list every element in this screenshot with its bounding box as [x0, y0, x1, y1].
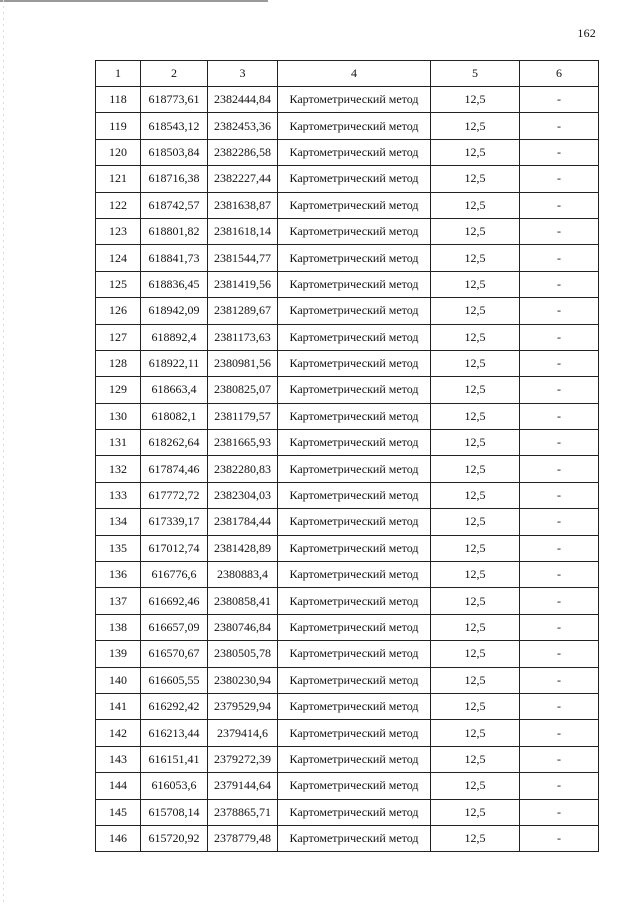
coordinate-x-cell: 617012,74 [141, 535, 208, 561]
coordinate-y-cell: 2381618,14 [208, 218, 278, 244]
coordinate-y-cell: 2382286,58 [208, 139, 278, 165]
coordinate-y-cell: 2382453,36 [208, 113, 278, 139]
table-header-row [96, 61, 599, 87]
description-cell: - [520, 403, 599, 429]
table-row [96, 562, 599, 588]
accuracy-cell: 12,5 [431, 641, 520, 667]
accuracy-cell: 12,5 [431, 799, 520, 825]
point-number-cell: 126 [96, 298, 141, 324]
coordinate-x-cell: 618742,57 [141, 192, 208, 218]
method-cell: Картометрический метод [278, 667, 431, 693]
point-number-cell: 134 [96, 509, 141, 535]
coordinate-x-cell: 618801,82 [141, 218, 208, 244]
description-cell: - [520, 825, 599, 851]
point-number-cell: 119 [96, 113, 141, 139]
point-number-cell: 127 [96, 324, 141, 350]
accuracy-cell: 12,5 [431, 271, 520, 297]
method-cell: Картометрический метод [278, 403, 431, 429]
table-row [96, 482, 599, 508]
description-cell: - [520, 430, 599, 456]
table-row [96, 641, 599, 667]
coordinate-x-cell: 618503,84 [141, 139, 208, 165]
method-cell: Картометрический метод [278, 799, 431, 825]
accuracy-cell: 12,5 [431, 720, 520, 746]
coordinate-x-cell: 616151,41 [141, 746, 208, 772]
table-row [96, 693, 599, 719]
point-number-cell: 129 [96, 377, 141, 403]
method-cell: Картометрический метод [278, 139, 431, 165]
coordinate-x-cell: 618663,4 [141, 377, 208, 403]
method-cell: Картометрический метод [278, 825, 431, 851]
method-cell: Картометрический метод [278, 298, 431, 324]
coordinate-y-cell: 2382280,83 [208, 456, 278, 482]
table-row [96, 403, 599, 429]
method-cell: Картометрический метод [278, 166, 431, 192]
table-row [96, 799, 599, 825]
coordinate-y-cell: 2381179,57 [208, 403, 278, 429]
description-cell: - [520, 482, 599, 508]
table-row [96, 324, 599, 350]
accuracy-cell: 12,5 [431, 509, 520, 535]
description-cell: - [520, 667, 599, 693]
description-cell: - [520, 535, 599, 561]
description-cell: - [520, 139, 599, 165]
accuracy-cell: 12,5 [431, 403, 520, 429]
method-cell: Картометрический метод [278, 456, 431, 482]
coordinates-table [95, 60, 599, 852]
coordinate-x-cell: 618836,45 [141, 271, 208, 297]
point-number-cell: 122 [96, 192, 141, 218]
method-cell: Картометрический метод [278, 113, 431, 139]
point-number-cell: 137 [96, 588, 141, 614]
description-cell: - [520, 113, 599, 139]
point-number-cell: 138 [96, 614, 141, 640]
description-cell: - [520, 693, 599, 719]
column-header-4: 4 [278, 61, 431, 87]
point-number-cell: 136 [96, 562, 141, 588]
method-cell: Картометрический метод [278, 693, 431, 719]
description-cell: - [520, 87, 599, 113]
table-row [96, 588, 599, 614]
column-header-5: 5 [431, 61, 520, 87]
accuracy-cell: 12,5 [431, 482, 520, 508]
coordinate-y-cell: 2381419,56 [208, 271, 278, 297]
point-number-cell: 140 [96, 667, 141, 693]
accuracy-cell: 12,5 [431, 377, 520, 403]
accuracy-cell: 12,5 [431, 218, 520, 244]
description-cell: - [520, 799, 599, 825]
column-header-2: 2 [141, 61, 208, 87]
accuracy-cell: 12,5 [431, 693, 520, 719]
description-cell: - [520, 773, 599, 799]
coordinate-y-cell: 2380825,07 [208, 377, 278, 403]
method-cell: Картометрический метод [278, 377, 431, 403]
description-cell: - [520, 614, 599, 640]
coordinate-x-cell: 616213,44 [141, 720, 208, 746]
point-number-cell: 144 [96, 773, 141, 799]
coordinate-x-cell: 618773,61 [141, 87, 208, 113]
accuracy-cell: 12,5 [431, 562, 520, 588]
page-number: 162 [577, 26, 596, 40]
scan-edge [3, 0, 4, 905]
method-cell: Картометрический метод [278, 746, 431, 772]
point-number-cell: 133 [96, 482, 141, 508]
coordinate-x-cell: 618841,73 [141, 245, 208, 271]
accuracy-cell: 12,5 [431, 298, 520, 324]
table-row [96, 218, 599, 244]
coordinate-y-cell: 2379272,39 [208, 746, 278, 772]
method-cell: Картометрический метод [278, 614, 431, 640]
coordinate-x-cell: 616776,6 [141, 562, 208, 588]
table-row [96, 113, 599, 139]
description-cell: - [520, 456, 599, 482]
accuracy-cell: 12,5 [431, 588, 520, 614]
table-body [96, 87, 599, 852]
coordinate-x-cell: 618716,38 [141, 166, 208, 192]
column-header-3: 3 [208, 61, 278, 87]
coordinates-table-container [95, 60, 598, 852]
method-cell: Картометрический метод [278, 588, 431, 614]
description-cell: - [520, 746, 599, 772]
table-row [96, 166, 599, 192]
coordinate-y-cell: 2380746,84 [208, 614, 278, 640]
description-cell: - [520, 192, 599, 218]
coordinate-x-cell: 617874,46 [141, 456, 208, 482]
table-row [96, 430, 599, 456]
coordinate-x-cell: 616657,09 [141, 614, 208, 640]
table-row [96, 245, 599, 271]
accuracy-cell: 12,5 [431, 192, 520, 218]
accuracy-cell: 12,5 [431, 773, 520, 799]
accuracy-cell: 12,5 [431, 430, 520, 456]
table-row [96, 87, 599, 113]
method-cell: Картометрический метод [278, 720, 431, 746]
point-number-cell: 121 [96, 166, 141, 192]
method-cell: Картометрический метод [278, 87, 431, 113]
table-row [96, 667, 599, 693]
accuracy-cell: 12,5 [431, 166, 520, 192]
coordinate-x-cell: 618892,4 [141, 324, 208, 350]
method-cell: Картометрический метод [278, 218, 431, 244]
table-row [96, 271, 599, 297]
coordinate-y-cell: 2379529,94 [208, 693, 278, 719]
top-rule [0, 0, 268, 2]
method-cell: Картометрический метод [278, 245, 431, 271]
coordinate-y-cell: 2378779,48 [208, 825, 278, 851]
accuracy-cell: 12,5 [431, 614, 520, 640]
point-number-cell: 145 [96, 799, 141, 825]
accuracy-cell: 12,5 [431, 825, 520, 851]
point-number-cell: 131 [96, 430, 141, 456]
description-cell: - [520, 588, 599, 614]
table-row [96, 456, 599, 482]
coordinate-y-cell: 2381173,63 [208, 324, 278, 350]
point-number-cell: 124 [96, 245, 141, 271]
description-cell: - [520, 377, 599, 403]
table-row [96, 298, 599, 324]
table-row [96, 377, 599, 403]
description-cell: - [520, 641, 599, 667]
coordinate-x-cell: 616292,42 [141, 693, 208, 719]
accuracy-cell: 12,5 [431, 746, 520, 772]
description-cell: - [520, 298, 599, 324]
point-number-cell: 120 [96, 139, 141, 165]
coordinate-y-cell: 2381544,77 [208, 245, 278, 271]
method-cell: Картометрический метод [278, 562, 431, 588]
point-number-cell: 141 [96, 693, 141, 719]
description-cell: - [520, 720, 599, 746]
accuracy-cell: 12,5 [431, 535, 520, 561]
table-row [96, 139, 599, 165]
coordinate-x-cell: 615708,14 [141, 799, 208, 825]
coordinate-y-cell: 2382227,44 [208, 166, 278, 192]
table-row [96, 720, 599, 746]
accuracy-cell: 12,5 [431, 113, 520, 139]
column-header-1: 1 [96, 61, 141, 87]
point-number-cell: 125 [96, 271, 141, 297]
description-cell: - [520, 324, 599, 350]
coordinate-y-cell: 2378865,71 [208, 799, 278, 825]
coordinate-y-cell: 2380981,56 [208, 350, 278, 376]
table-row [96, 746, 599, 772]
description-cell: - [520, 218, 599, 244]
method-cell: Картометрический метод [278, 773, 431, 799]
coordinate-y-cell: 2380883,4 [208, 562, 278, 588]
point-number-cell: 146 [96, 825, 141, 851]
coordinate-x-cell: 616570,67 [141, 641, 208, 667]
accuracy-cell: 12,5 [431, 667, 520, 693]
table-row [96, 509, 599, 535]
coordinate-y-cell: 2381428,89 [208, 535, 278, 561]
description-cell: - [520, 245, 599, 271]
accuracy-cell: 12,5 [431, 324, 520, 350]
accuracy-cell: 12,5 [431, 350, 520, 376]
point-number-cell: 135 [96, 535, 141, 561]
coordinate-x-cell: 618262,64 [141, 430, 208, 456]
table-row [96, 350, 599, 376]
coordinate-x-cell: 616692,46 [141, 588, 208, 614]
table-row [96, 192, 599, 218]
table-row [96, 825, 599, 851]
point-number-cell: 123 [96, 218, 141, 244]
column-header-6: 6 [520, 61, 599, 87]
coordinate-y-cell: 2381665,93 [208, 430, 278, 456]
coordinate-y-cell: 2381638,87 [208, 192, 278, 218]
coordinate-y-cell: 2382304,03 [208, 482, 278, 508]
description-cell: - [520, 509, 599, 535]
point-number-cell: 132 [96, 456, 141, 482]
accuracy-cell: 12,5 [431, 456, 520, 482]
coordinate-y-cell: 2379414,6 [208, 720, 278, 746]
point-number-cell: 128 [96, 350, 141, 376]
method-cell: Картометрический метод [278, 641, 431, 667]
accuracy-cell: 12,5 [431, 139, 520, 165]
coordinate-x-cell: 617339,17 [141, 509, 208, 535]
coordinate-x-cell: 618942,09 [141, 298, 208, 324]
coordinate-x-cell: 616605,55 [141, 667, 208, 693]
method-cell: Картометрический метод [278, 350, 431, 376]
point-number-cell: 118 [96, 87, 141, 113]
method-cell: Картометрический метод [278, 509, 431, 535]
method-cell: Картометрический метод [278, 535, 431, 561]
coordinate-y-cell: 2380505,78 [208, 641, 278, 667]
method-cell: Картометрический метод [278, 430, 431, 456]
coordinate-y-cell: 2382444,84 [208, 87, 278, 113]
coordinate-x-cell: 615720,92 [141, 825, 208, 851]
description-cell: - [520, 350, 599, 376]
coordinate-y-cell: 2381289,67 [208, 298, 278, 324]
table-row [96, 535, 599, 561]
coordinate-y-cell: 2380858,41 [208, 588, 278, 614]
coordinate-x-cell: 616053,6 [141, 773, 208, 799]
method-cell: Картометрический метод [278, 482, 431, 508]
coordinate-x-cell: 618082,1 [141, 403, 208, 429]
description-cell: - [520, 166, 599, 192]
coordinate-x-cell: 617772,72 [141, 482, 208, 508]
point-number-cell: 143 [96, 746, 141, 772]
table-row [96, 614, 599, 640]
coordinate-x-cell: 618543,12 [141, 113, 208, 139]
point-number-cell: 139 [96, 641, 141, 667]
table-row [96, 773, 599, 799]
accuracy-cell: 12,5 [431, 87, 520, 113]
point-number-cell: 130 [96, 403, 141, 429]
method-cell: Картометрический метод [278, 192, 431, 218]
coordinate-y-cell: 2379144,64 [208, 773, 278, 799]
point-number-cell: 142 [96, 720, 141, 746]
method-cell: Картометрический метод [278, 271, 431, 297]
method-cell: Картометрический метод [278, 324, 431, 350]
description-cell: - [520, 271, 599, 297]
description-cell: - [520, 562, 599, 588]
coordinate-y-cell: 2380230,94 [208, 667, 278, 693]
coordinate-x-cell: 618922,11 [141, 350, 208, 376]
coordinate-y-cell: 2381784,44 [208, 509, 278, 535]
accuracy-cell: 12,5 [431, 245, 520, 271]
